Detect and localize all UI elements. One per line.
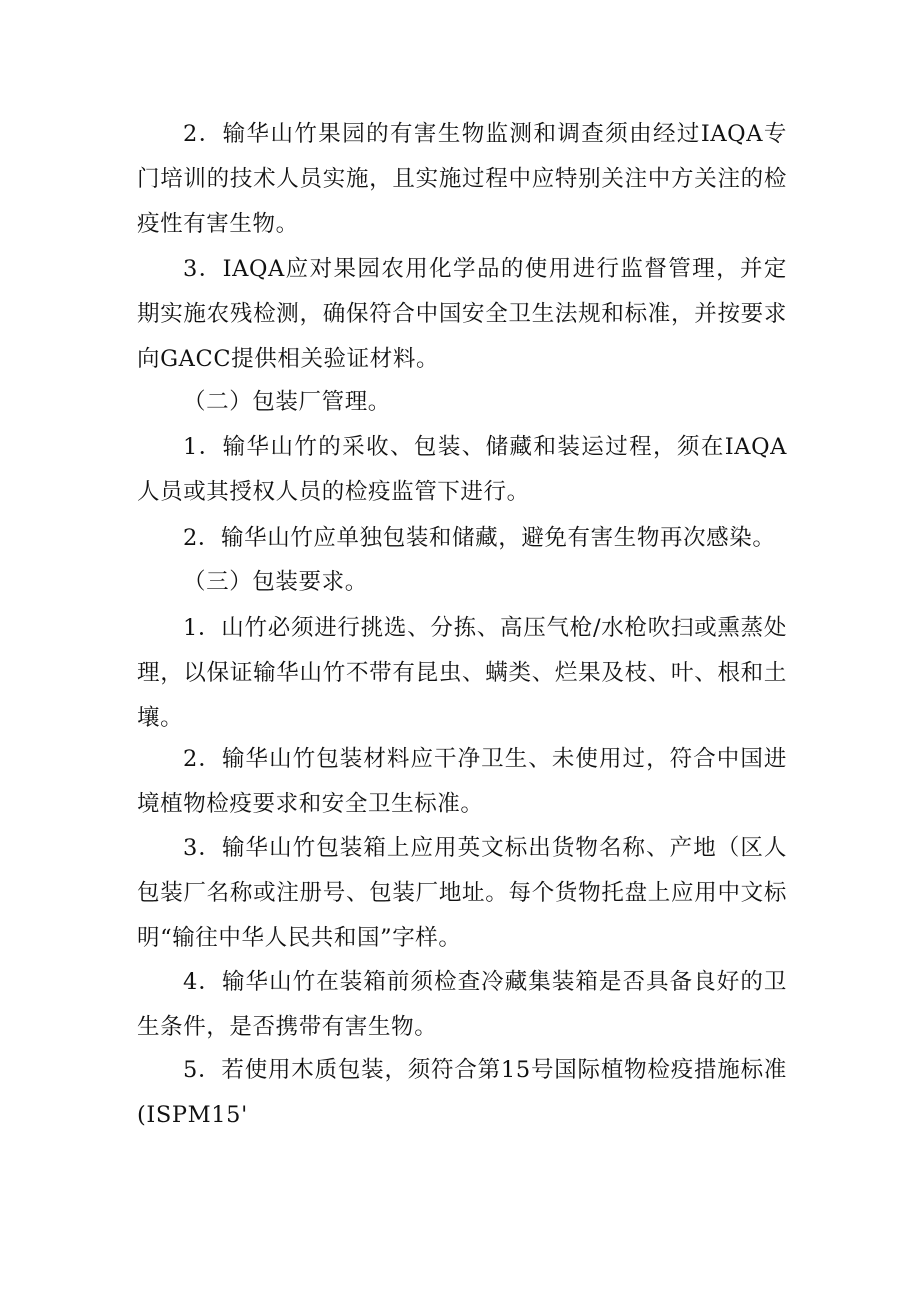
paragraph-orchard-pest-monitoring: 2．输华山竹果园的有害生物监测和调查须由经过IAQA专门培训的技术人员实施，且实施过程中应特别关注中方关注的检疫性有害生物。 xyxy=(137,121,787,237)
section-heading-packing-requirements: （三）包装要求。 xyxy=(183,569,368,595)
paragraph-pesticide-supervision: 3．IAQA应对果园农用化学品的使用进行监督管理，并定期实施农残检测，确保符合中国安全卫生法规和标准，并按要求向GACC提供相关验证材料。 xyxy=(137,256,787,372)
paragraph-wood-packaging: 5．若使用木质包装，须符合第15号国际植物检疫措施标准(ISPM15' xyxy=(137,1057,787,1128)
paragraph-carton-labeling: 3．输华山竹包装箱上应用英文标出货物名称、产地（区人包装厂名称或注册号、包装厂地址。每个货物托盘上应用中文标明“输往中华人民共和国”字样。 xyxy=(137,835,787,951)
paragraph-separate-storage: 2．输华山竹应单独包装和储藏，避免有害生物再次感染。 xyxy=(183,525,776,551)
paragraph-container-inspection: 4．输华山竹在装箱前须检查冷藏集装箱是否具备良好的卫生条件，是否携带有害生物。 xyxy=(137,969,787,1040)
paragraph-sorting-cleaning: 1．山竹必须进行挑选、分拣、高压气枪/水枪吹扫或熏蒸处理，以保证输华山竹不带有昆虫、螨类、烂果及枝、叶、根和土壤。 xyxy=(137,615,787,731)
paragraph-packing-materials: 2．输华山竹包装材料应干净卫生、未使用过，符合中国进境植物检疫要求和安全卫生标准。 xyxy=(137,746,787,817)
paragraph-harvest-supervision: 1．输华山竹的采收、包装、储藏和装运过程，须在IAQA人员或其授权人员的检疫监管下进行。 xyxy=(137,434,787,505)
section-heading-packing-house: （二）包装厂管理。 xyxy=(183,389,391,415)
